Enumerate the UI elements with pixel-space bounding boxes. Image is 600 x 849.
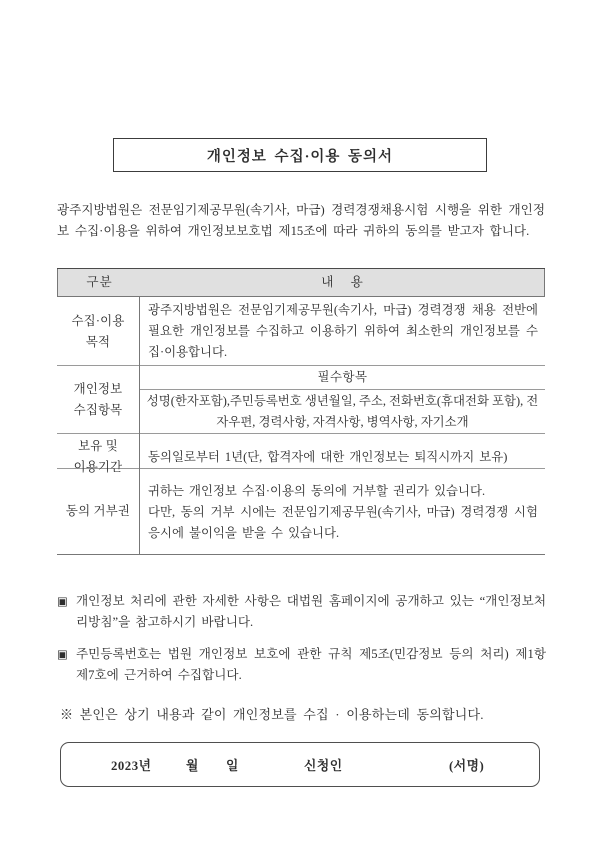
header-category: 구분 (86, 275, 113, 289)
purpose-content (140, 297, 545, 366)
signature-label: (서명) (449, 759, 485, 773)
header-content: 내 용 (321, 275, 364, 289)
note-text: 주민등록번호는 법원 개인정보 보호에 관한 규칙 제5조(민감정보 등의 처리) 제1항 제7호에 근거하여 수집합니다. (76, 647, 546, 682)
signature-box (60, 742, 540, 787)
table-header-row (57, 269, 545, 297)
square-bullet-icon: ▣ (57, 647, 68, 661)
items-content-text: 성명(한자포함),주민등록번호 생년월일, 주소, 전화번호(휴대전화 포함), 전자우편, 경력사항, 자격사항, 병역사항, 자기소개 (146, 394, 539, 429)
consent-table (57, 268, 545, 555)
refusal-label-text: 동의 거부권 (65, 504, 131, 518)
period-label-line2: 이용기간 (73, 460, 123, 474)
purpose-label (57, 297, 140, 366)
items-subheader: 필수항목 (140, 366, 545, 390)
date-day-label: 일 (226, 759, 239, 773)
notes-section (57, 591, 546, 697)
purpose-content-text: 광주지방법원은 전문임기제공무원(속기사, 마급) 경력경쟁 채용 전반에 필요한 개인정보를 수집하고 이용하기 위하여 최소한의 개인정보를 수집·이용합니다. (148, 303, 538, 359)
consent-statement: ※ 본인은 상기 내용과 같이 개인정보를 수집 · 이용하는데 동의합니다. (60, 707, 484, 722)
refusal-content-line2: 다만, 동의 거부 시에는 전문임기제공무원(속기사, 마급) 경력경쟁 시험 응시에 불이익을 받을 수 있습니다. (148, 505, 538, 540)
applicant-label: 신청인 (304, 759, 343, 773)
refusal-content (140, 469, 545, 554)
items-label (57, 366, 140, 434)
items-content (140, 366, 545, 434)
table-row-collected-items (57, 366, 545, 434)
document-title-box (113, 138, 487, 172)
purpose-label-line2: 목적 (85, 334, 111, 349)
square-bullet-icon: ▣ (57, 594, 68, 608)
date-month-label: 월 (186, 759, 199, 773)
period-content-text: 동의일로부터 1년(단, 합격자에 대한 개인정보는 퇴직시까지 보유) (148, 449, 508, 464)
purpose-label-line1: 수집·이용 (71, 313, 125, 328)
table-row-refusal-right (57, 469, 545, 554)
note-text: 개인정보 처리에 관한 자세한 사항은 대법원 홈페이지에 공개하고 있는 “개인정보처리방침”을 참고하시기 바랍니다. (76, 594, 546, 629)
period-label-line1: 보유 및 (78, 439, 118, 453)
refusal-label (57, 469, 140, 554)
note-item (57, 591, 546, 633)
note-item (57, 644, 546, 686)
document-title: 개인정보 수집·이용 동의서 (206, 148, 394, 165)
items-label-line2: 수집항목 (73, 403, 123, 417)
date-year-label: 2023년 (111, 759, 152, 773)
table-row-retention-period (57, 434, 545, 474)
refusal-content-line1: 귀하는 개인정보 수집·이용의 동의에 거부할 권리가 있습니다. (148, 484, 486, 498)
table-row-purpose (57, 297, 545, 366)
items-label-line1: 개인정보 (73, 382, 123, 396)
intro-paragraph: 광주지방법원은 전문임기제공무원(속기사, 마급) 경력경쟁채용시험 시행을 위한 개인정보 수집·이용을 위하여 개인정보보호법 제15조에 따라 귀하의 동의를 받고자 합니다. (57, 203, 545, 238)
